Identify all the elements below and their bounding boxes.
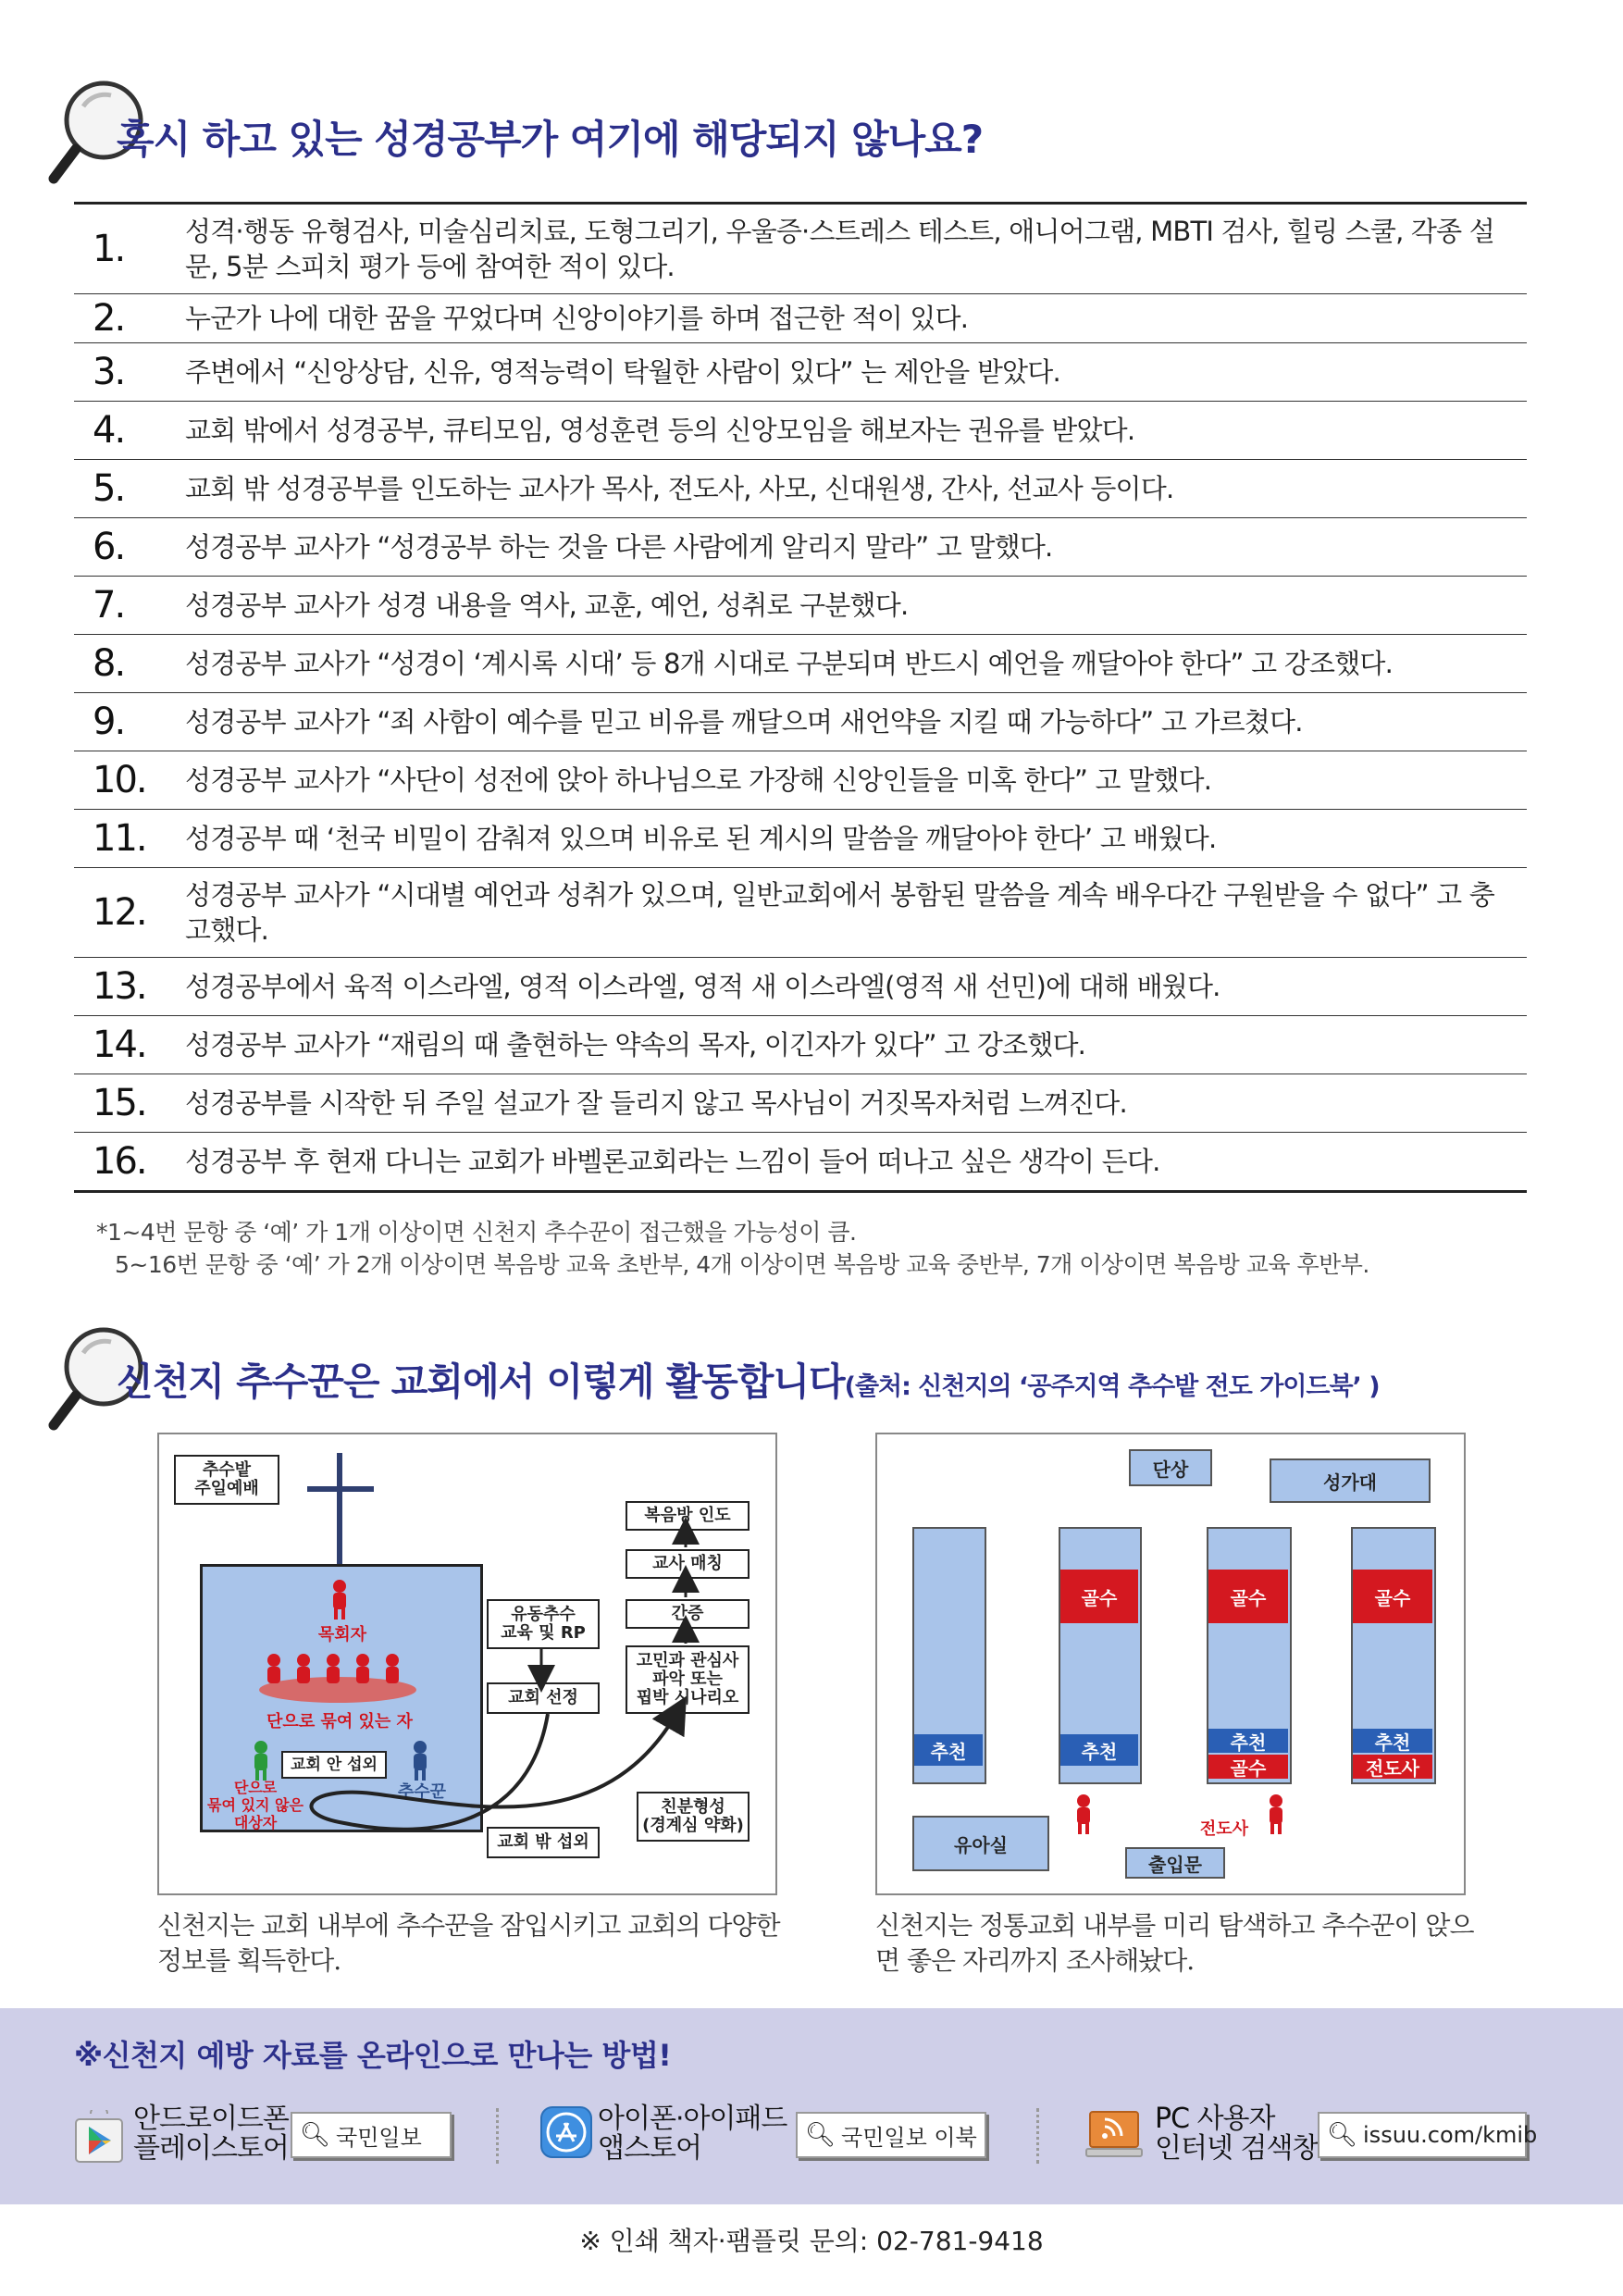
flow-arrows	[159, 1434, 775, 1893]
checklist-row	[74, 1016, 1527, 1074]
checklist-text: 교회 밖에서 성경공부, 큐티모임, 영성훈련 등의 신앙모임을 해보자는 권유를 받았다.	[185, 415, 1135, 446]
section-title-source: (출처: 신천지의 ‘공주지역 추수밭 전도 가이드북’ )	[844, 1372, 1380, 1401]
checklist-number: 11.	[93, 817, 146, 860]
evangelist-figure	[1266, 1793, 1286, 1838]
harvester-label: 추수꾼	[397, 1782, 447, 1802]
checklist-row	[74, 868, 1527, 958]
footnote-2: 5~16번 문항 중 ‘예’ 가 2개 이상이면 복음방 교육 초반부, 4개 이상이면 복음방 교육 중반부, 7개 이상이면 복음방 교육 후반부.	[115, 1251, 1369, 1278]
checklist-row	[74, 577, 1527, 635]
inside-contact-box: 교회 안 섭외	[281, 1751, 387, 1779]
android-label	[133, 2104, 289, 2164]
checklist-text: 성경공부 교사가 “재림의 때 출현하는 약속의 목자, 이긴자가 있다” 고 강조했다.	[185, 1029, 1086, 1061]
ios-label-line1: 아이폰·아이패드	[598, 2103, 787, 2135]
checklist-text: 성경공부 교사가 “사단이 성전에 앉아 하나님으로 가장해 신앙인들을 미혹 한다” 고 말했다.	[185, 764, 1212, 796]
checklist-text: 성경공부에서 육적 이스라엘, 영적 이스라엘, 영적 새 이스라엘(영적 새 선민)에 대해 배웠다.	[185, 971, 1220, 1002]
checklist-text: 성경공부 교사가 “시대별 예언과 성취가 있으며, 일반교회에서 봉함된 말씀을 계속 배우다간 구원받을 수 없다” 고 충고했다.	[185, 879, 1494, 946]
nursery-box: 유아실	[912, 1816, 1049, 1871]
checklist-number: 13.	[93, 965, 146, 1008]
pastor-label: 목회자	[317, 1625, 367, 1644]
checklist-text: 성경공부 교사가 “죄 사함이 예수를 믿고 비유를 깨달으며 새언약을 지킬 때 가능하다” 고 가르쳤다.	[185, 706, 1303, 738]
checklist-row	[74, 958, 1527, 1016]
android-label-line1: 안드로이드폰	[133, 2103, 289, 2135]
divider	[1036, 2108, 1039, 2164]
search-icon: 🔍︎	[300, 2121, 331, 2149]
recommend-seat: 추천	[1353, 1729, 1432, 1753]
android-search-text: 국민일보	[336, 2124, 422, 2151]
checklist-row	[74, 693, 1527, 751]
key-seat: 골수	[1060, 1570, 1138, 1623]
checklist-number: 14.	[93, 1024, 146, 1066]
checklist-number: 1.	[93, 228, 125, 270]
teacher-match-box: 교사 매칭	[626, 1549, 750, 1579]
ios-label	[598, 2104, 787, 2164]
checklist-text: 교회 밖 성경공부를 인도하는 교사가 목사, 전도사, 사모, 신대원생, 간사, 선교사 등이다.	[185, 473, 1174, 504]
android-search-box[interactable]	[291, 2112, 452, 2158]
caption-right: 신천지는 정통교회 내부를 미리 탐색하고 추수꾼이 앉으면 좋은 자리까지 조사해놨다.	[875, 1910, 1474, 1976]
checklist-row	[74, 1133, 1527, 1190]
checklist-number: 3.	[93, 351, 125, 393]
checklist-text: 성경공부 때 ‘천국 비밀이 감춰져 있으며 비유로 된 계시의 말씀을 깨달아야 한다’ 고 배웠다.	[185, 823, 1217, 854]
checklist-number: 4.	[93, 409, 125, 452]
recommend-seat: 추천	[1060, 1734, 1138, 1766]
search-icon: 🔍︎	[805, 2121, 836, 2149]
checklist-table	[74, 202, 1527, 1193]
checklist-number: 5.	[93, 467, 125, 510]
divider	[496, 2108, 499, 2164]
service-box: 추수밭 주일예배	[174, 1455, 279, 1505]
search-icon: 🔍︎	[1327, 2121, 1358, 2149]
checklist-text: 성격·행동 유형검사, 미술심리치료, 도형그리기, 우울증·스트레스 테스트, 애니어그램, MBTI 검사, 힐링 스쿨, 각종 설문, 5분 스피치 평가 등에 참여한 적이 있다.	[185, 216, 1494, 282]
key-seat: 골수	[1353, 1570, 1432, 1623]
testimony-box: 간증	[626, 1599, 750, 1629]
section-title-activity	[117, 1351, 1380, 1406]
section-title-main: 신천지 추수꾼은 교회에서 이렇게 활동합니다	[117, 1359, 845, 1404]
diagram-seating-survey	[875, 1433, 1466, 1895]
checklist-number: 2.	[93, 297, 125, 340]
evangelist-label: 전도사	[1199, 1819, 1249, 1839]
checklist-text: 성경공부를 시작한 뒤 주일 설교가 잘 들리지 않고 목사님이 거짓목자처럼 느껴진다.	[185, 1087, 1127, 1119]
concern-box: 고민과 관심사 파악 또는 핍박 시나리오	[626, 1645, 750, 1714]
diagram-church-infiltration	[157, 1433, 777, 1895]
checklist-number: 12.	[93, 891, 146, 934]
recommend-seat: 추천	[914, 1734, 983, 1766]
entrance-box: 출입문	[1125, 1847, 1225, 1879]
checklist-number: 8.	[93, 642, 125, 685]
checklist-row	[74, 460, 1527, 518]
gospel-room-box: 복음방 인도	[626, 1501, 750, 1531]
floating-training-box: 유동추수 교육 및 RP	[487, 1599, 600, 1649]
altar-box: 단상	[1129, 1449, 1212, 1486]
checklist-number: 16.	[93, 1140, 146, 1183]
checklist-text: 성경공부 교사가 성경 내용을 역사, 교훈, 예언, 성취로 구분했다.	[185, 590, 909, 621]
app-store-icon	[540, 2106, 592, 2162]
checklist-number: 10.	[93, 759, 146, 801]
play-store-icon	[74, 2110, 124, 2167]
caption-left: 신천지는 교회 내부에 추수꾼을 잠입시키고 교회의 다양한 정보를 획득한다.	[157, 1910, 780, 1976]
ios-search-box[interactable]	[796, 2112, 986, 2158]
checklist-number: 15.	[93, 1082, 146, 1124]
ios-label-line2: 앱스토어	[598, 2132, 701, 2165]
checklist-row	[74, 294, 1527, 343]
checklist-text: 성경공부 후 현재 다니는 교회가 바벨론교회라는 느낌이 들어 떠나고 싶은 생각이 든다.	[185, 1146, 1160, 1177]
evangelist-figure	[1073, 1793, 1094, 1838]
checklist-number: 9.	[93, 701, 125, 743]
checklist-number: 6.	[93, 526, 125, 568]
checklist-row	[74, 1074, 1527, 1133]
key-seat: 골수	[1208, 1755, 1288, 1779]
church-select-box: 교회 선정	[487, 1682, 600, 1714]
checklist-row	[74, 810, 1527, 868]
checklist-number: 7.	[93, 584, 125, 627]
choir-box: 성가대	[1270, 1458, 1431, 1503]
pc-search-box[interactable]	[1318, 2112, 1538, 2158]
pc-monitor-icon	[1084, 2110, 1144, 2164]
android-label-line2: 플레이스토어	[133, 2132, 289, 2165]
checklist-text: 성경공부 교사가 “성경이 ‘계시록 시대’ 등 8개 시대로 구분되며 반드시 예언을 깨달아야 한다” 고 강조했다.	[185, 648, 1393, 679]
checklist-row	[74, 343, 1527, 402]
contact-info: ※ 인쇄 책자·팸플릿 문의: 02-781-9418	[579, 2226, 1044, 2256]
checklist-text: 누군가 나에 대한 꿈을 꾸었다며 신앙이야기를 하며 접근한 적이 있다.	[185, 303, 969, 334]
outside-contact-box: 교회 밖 섭외	[487, 1827, 600, 1858]
checklist-text: 주변에서 “신앙상담, 신유, 영적능력이 탁월한 사람이 있다” 는 제안을 받았다.	[185, 356, 1060, 388]
evangelist-seat: 전도사	[1353, 1755, 1432, 1779]
pc-label	[1155, 2104, 1318, 2164]
ungrouped-label: 단으로 묶여 있지 않은 대상자	[207, 1779, 304, 1831]
pc-label-line2: 인터넷 검색창	[1155, 2132, 1319, 2165]
pc-search-text: issuu.com/kmib	[1363, 2122, 1538, 2148]
footnote-1: *1~4번 문항 중 ‘예’ 가 1개 이상이면 신천지 추수꾼이 접근했을 가능성이 큼.	[96, 1219, 857, 1246]
checklist-text: 성경공부 교사가 “성경공부 하는 것을 다른 사람에게 알리지 말라” 고 말했다.	[185, 531, 1053, 563]
ios-search-text: 국민일보 이북	[841, 2124, 977, 2151]
section-title-checklist: 혹시 하고 있는 성경공부가 여기에 해당되지 않나요?	[117, 117, 984, 162]
checklist-row	[74, 402, 1527, 460]
grouped-label: 단으로 묶여 있는 자	[266, 1712, 413, 1731]
checklist-row	[74, 635, 1527, 693]
checklist-row	[74, 205, 1527, 294]
checklist-row	[74, 518, 1527, 577]
pc-label-line1: PC 사용자	[1155, 2103, 1275, 2135]
key-seat: 골수	[1208, 1570, 1288, 1623]
friendship-box: 친분형성 (경계심 약화)	[637, 1792, 750, 1842]
recommend-seat: 추천	[1208, 1729, 1288, 1753]
footer-title: ※신천지 예방 자료를 온라인으로 만나는 방법!	[74, 2038, 672, 2073]
checklist-row	[74, 751, 1527, 810]
